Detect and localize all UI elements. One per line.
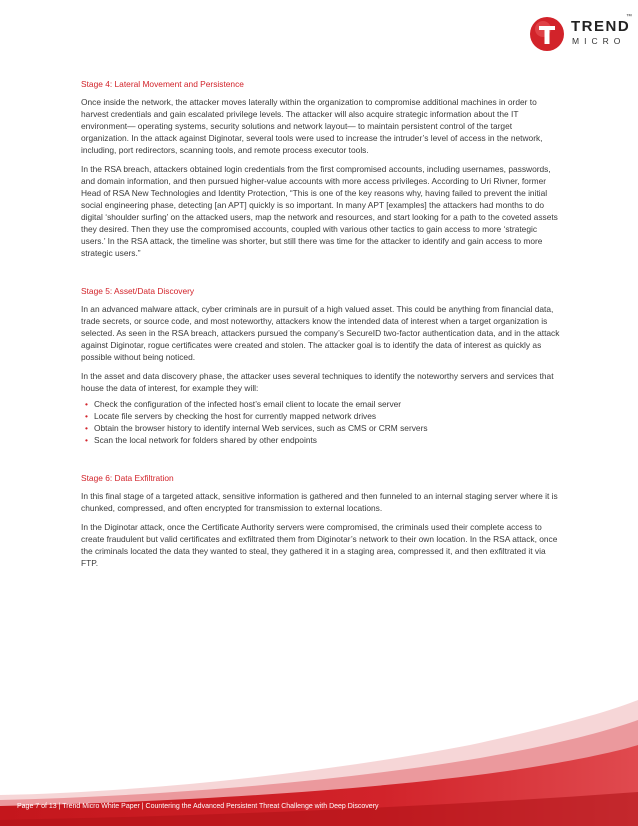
- section-heading: Stage 6: Data Exfiltration: [81, 473, 174, 483]
- bullet-icon: •: [85, 423, 88, 433]
- paragraph: In the asset and data discovery phase, the attacker uses several techniques to identify the noteworthy servers and services that house the data of interest, for example they will:: [81, 371, 554, 393]
- list-item: • Check the configuration of the infected host’s email client to locate the email server: [85, 399, 402, 409]
- bullet-list: [81, 398, 561, 446]
- paragraph: In the Diginotar attack, once the Certificate Authority servers were compromised, the criminals used their complete access to create fraudulent but valid certificates and exfiltrated them from Diginotar’s network to their own location. In the RSA attack, once the criminals located the data they wanted to steal, they gathered it in a staging area, compressed it, and then exfiltrated it via FTP.: [81, 522, 558, 568]
- trend-micro-logo: [528, 14, 632, 54]
- section-heading: Stage 5: Asset/Data Discovery: [81, 286, 195, 296]
- bullet-icon: •: [85, 411, 88, 421]
- logo-wordmark-micro: MICRO: [572, 36, 626, 46]
- bullet-icon: •: [85, 399, 88, 409]
- paragraph: In an advanced malware attack, cyber criminals are in pursuit of a high valued asset. This could be anything from financial data, trade secrets, or source code, and most noteworthy, attackers know the intended data of interest when a target organization is selected. As seen in the RSA breach, attackers pursued the company’s SecureID two-factor authentication data, and in the attack against Diginotar, rogue certificates were created and stolen. The attacker goal is to identify the data of interest as quickly as possible without being noticed.: [81, 304, 560, 362]
- trademark-symbol: ™: [626, 14, 632, 20]
- bullet-icon: •: [85, 435, 88, 445]
- document-body: [81, 78, 561, 576]
- section-stage-6: [81, 472, 561, 569]
- list-item: • Scan the local network for folders shared by other endpoints: [85, 435, 317, 445]
- section-stage-4: [81, 78, 561, 259]
- list-item: • Locate file servers by checking the host for currently mapped network drives: [85, 411, 377, 421]
- paragraph: In the RSA breach, attackers obtained login credentials from the first compromised accounts, including usernames, passwords, and domain information, and then pursued higher-value accounts with more access privileges. According to Uri Rivner, former Head of RSA New Technologies and Identity Protection, “This is one of the key reasons why, having failed to prevent the initial social engineering phase, detecting [an APT] quickly is so important. In many APT [examples] the attackers had months to do digital ‘shoulder surfing’ on the attacked users, map the network and resources, and start looking for a path to the coveted assets they desired. Then they use the compromised accounts, coupled with various other tactics to gain access to more ‘strategic users.’ In the RSA attack, the timeline was shorter, but still there was time for the attacker to identify and gain access to more strategic users.”: [81, 164, 558, 258]
- paragraph: Once inside the network, the attacker moves laterally within the organization to compromise additional machines in order to harvest credentials and gain escalated privilege levels. The attacker will also acquire strategic information about the IT environment— operating systems, security solutions and network layout— to maintain persistent control of the target organization. In the attack against Diginotar, several tools were used to increase the intruder’s level of access in the network, including, port redirectors, scanning tools, and remote process executor tools.: [81, 97, 543, 155]
- paragraph: In this final stage of a targeted attack, sensitive information is gathered and then funneled to an internal staging server where it is chunked, compressed, and often encrypted for transmission to external locations.: [81, 491, 558, 513]
- list-item: • Obtain the browser history to identify internal Web services, such as CMS or CRM servers: [85, 423, 428, 433]
- section-stage-5: [81, 285, 561, 446]
- page-footer: Page 7 of 13 | Trend Micro White Paper | Countering the Advanced Persistent Threat Challenge with Deep Discovery: [17, 803, 379, 810]
- logo-wordmark-trend: TREND: [571, 18, 631, 35]
- section-heading: Stage 4: Lateral Movement and Persistence: [81, 79, 244, 89]
- trend-micro-ball-icon: [528, 14, 568, 54]
